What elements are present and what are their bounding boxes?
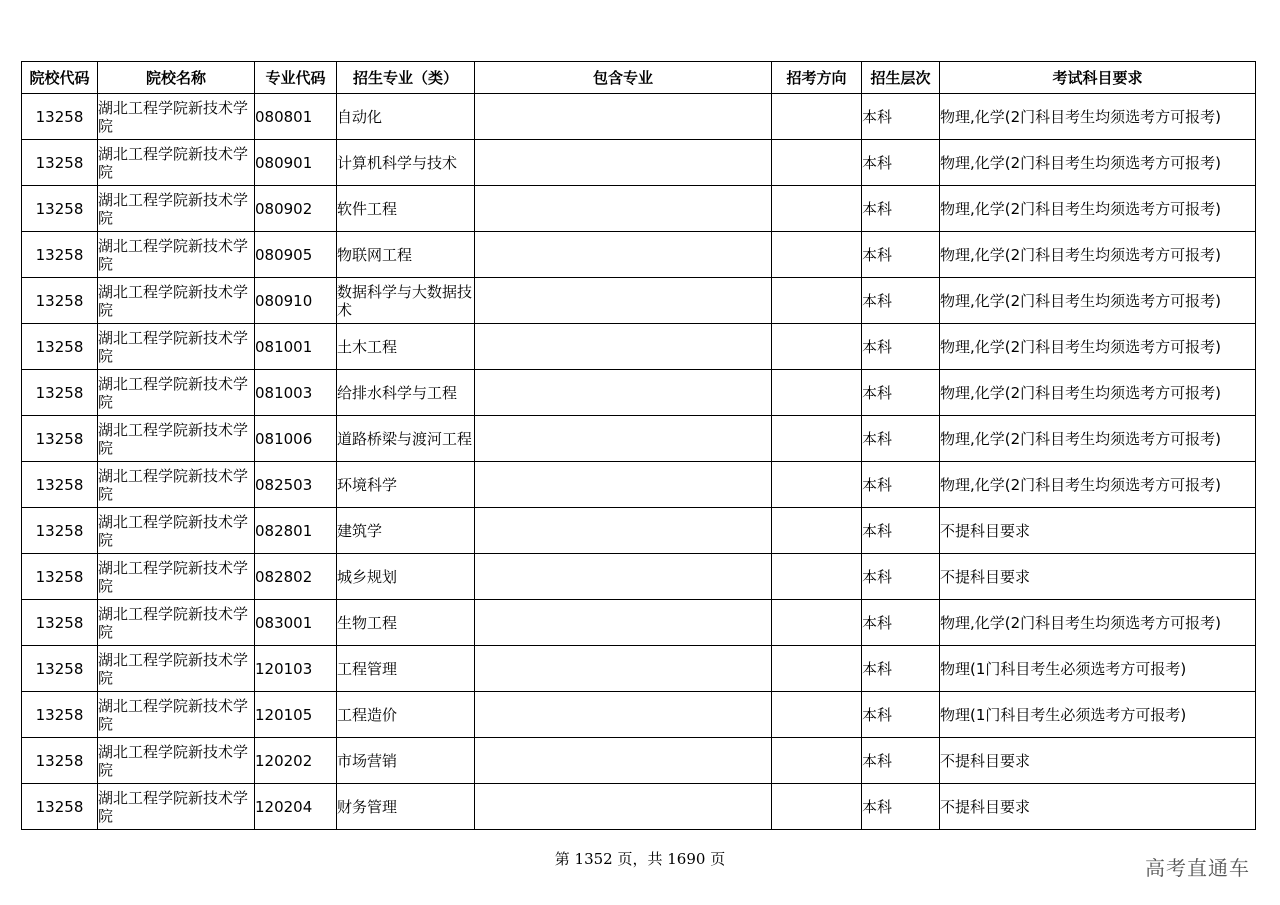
cell-school-code: 13258 <box>22 554 98 600</box>
cell-direction <box>772 94 862 140</box>
cell-includes <box>475 738 772 784</box>
table-row <box>22 600 1256 646</box>
cell-school-code: 13258 <box>22 370 98 416</box>
header-major-code: 专业代码 <box>255 62 337 94</box>
cell-school-name: 湖北工程学院新技术学院 <box>98 232 255 278</box>
cell-includes <box>475 278 772 324</box>
cell-requirement: 物理,化学(2门科目考生均须选考方可报考) <box>940 94 1256 140</box>
cell-requirement: 不提科目要求 <box>940 784 1256 830</box>
cell-requirement: 物理,化学(2门科目考生均须选考方可报考) <box>940 186 1256 232</box>
cell-school-name: 湖北工程学院新技术学院 <box>98 278 255 324</box>
cell-direction <box>772 600 862 646</box>
cell-requirement: 物理,化学(2门科目考生均须选考方可报考) <box>940 462 1256 508</box>
cell-school-code: 13258 <box>22 646 98 692</box>
cell-major-code: 081003 <box>255 370 337 416</box>
cell-major-code: 082801 <box>255 508 337 554</box>
cell-level: 本科 <box>862 738 940 784</box>
cell-school-code: 13258 <box>22 462 98 508</box>
table-row <box>22 554 1256 600</box>
cell-major: 给排水科学与工程 <box>337 370 475 416</box>
table-row <box>22 462 1256 508</box>
cell-school-name: 湖北工程学院新技术学院 <box>98 94 255 140</box>
cell-school-name: 湖北工程学院新技术学院 <box>98 738 255 784</box>
table-row <box>22 370 1256 416</box>
cell-major-code: 081001 <box>255 324 337 370</box>
table-row <box>22 186 1256 232</box>
cell-level: 本科 <box>862 324 940 370</box>
cell-requirement: 物理,化学(2门科目考生均须选考方可报考) <box>940 232 1256 278</box>
cell-school-code: 13258 <box>22 140 98 186</box>
cell-direction <box>772 646 862 692</box>
cell-includes <box>475 140 772 186</box>
header-level: 招生层次 <box>862 62 940 94</box>
cell-level: 本科 <box>862 462 940 508</box>
cell-direction <box>772 508 862 554</box>
cell-major-code: 082503 <box>255 462 337 508</box>
cell-level: 本科 <box>862 94 940 140</box>
header-row <box>22 62 1256 94</box>
cell-requirement: 物理(1门科目考生必须选考方可报考) <box>940 646 1256 692</box>
cell-level: 本科 <box>862 508 940 554</box>
cell-requirement: 不提科目要求 <box>940 554 1256 600</box>
cell-school-name: 湖北工程学院新技术学院 <box>98 324 255 370</box>
cell-major-code: 080905 <box>255 232 337 278</box>
cell-requirement: 物理,化学(2门科目考生均须选考方可报考) <box>940 416 1256 462</box>
cell-direction <box>772 692 862 738</box>
cell-requirement: 物理,化学(2门科目考生均须选考方可报考) <box>940 324 1256 370</box>
table-row <box>22 508 1256 554</box>
cell-major-code: 120202 <box>255 738 337 784</box>
cell-includes <box>475 554 772 600</box>
cell-includes <box>475 416 772 462</box>
cell-level: 本科 <box>862 140 940 186</box>
cell-school-name: 湖北工程学院新技术学院 <box>98 692 255 738</box>
cell-school-name: 湖北工程学院新技术学院 <box>98 370 255 416</box>
cell-major: 建筑学 <box>337 508 475 554</box>
cell-major: 物联网工程 <box>337 232 475 278</box>
table-row <box>22 692 1256 738</box>
cell-major-code: 080902 <box>255 186 337 232</box>
table-row <box>22 140 1256 186</box>
cell-includes <box>475 600 772 646</box>
cell-major-code: 083001 <box>255 600 337 646</box>
cell-level: 本科 <box>862 554 940 600</box>
cell-major: 工程管理 <box>337 646 475 692</box>
cell-major: 财务管理 <box>337 784 475 830</box>
cell-school-code: 13258 <box>22 600 98 646</box>
header-school-name: 院校名称 <box>98 62 255 94</box>
cell-direction <box>772 186 862 232</box>
cell-includes <box>475 646 772 692</box>
cell-requirement: 物理,化学(2门科目考生均须选考方可报考) <box>940 600 1256 646</box>
header-includes: 包含专业 <box>475 62 772 94</box>
cell-includes <box>475 784 772 830</box>
cell-level: 本科 <box>862 692 940 738</box>
cell-major: 软件工程 <box>337 186 475 232</box>
cell-direction <box>772 416 862 462</box>
cell-school-code: 13258 <box>22 416 98 462</box>
cell-includes <box>475 186 772 232</box>
table-row <box>22 738 1256 784</box>
cell-direction <box>772 232 862 278</box>
page-number: 第 1352 页，共 1690 页 <box>554 850 726 868</box>
cell-direction <box>772 140 862 186</box>
cell-direction <box>772 738 862 784</box>
cell-school-name: 湖北工程学院新技术学院 <box>98 600 255 646</box>
cell-level: 本科 <box>862 784 940 830</box>
cell-school-code: 13258 <box>22 324 98 370</box>
cell-direction <box>772 324 862 370</box>
cell-school-code: 13258 <box>22 278 98 324</box>
cell-school-name: 湖北工程学院新技术学院 <box>98 462 255 508</box>
cell-requirement: 物理,化学(2门科目考生均须选考方可报考) <box>940 370 1256 416</box>
table-row <box>22 416 1256 462</box>
cell-major-code: 080901 <box>255 140 337 186</box>
cell-requirement: 物理,化学(2门科目考生均须选考方可报考) <box>940 140 1256 186</box>
cell-major-code: 120204 <box>255 784 337 830</box>
cell-school-code: 13258 <box>22 692 98 738</box>
cell-major: 市场营销 <box>337 738 475 784</box>
cell-major-code: 120103 <box>255 646 337 692</box>
cell-school-name: 湖北工程学院新技术学院 <box>98 646 255 692</box>
table-row <box>22 784 1256 830</box>
cell-level: 本科 <box>862 370 940 416</box>
cell-includes <box>475 232 772 278</box>
cell-includes <box>475 462 772 508</box>
cell-level: 本科 <box>862 416 940 462</box>
table-row <box>22 646 1256 692</box>
cell-level: 本科 <box>862 646 940 692</box>
cell-school-name: 湖北工程学院新技术学院 <box>98 554 255 600</box>
cell-major-code: 120105 <box>255 692 337 738</box>
table-row <box>22 232 1256 278</box>
cell-direction <box>772 370 862 416</box>
cell-major-code: 082802 <box>255 554 337 600</box>
cell-major-code: 080801 <box>255 94 337 140</box>
header-requirement: 考试科目要求 <box>940 62 1256 94</box>
cell-requirement: 不提科目要求 <box>940 508 1256 554</box>
cell-major-code: 081006 <box>255 416 337 462</box>
cell-school-code: 13258 <box>22 508 98 554</box>
cell-direction <box>772 784 862 830</box>
header-major: 招生专业（类） <box>337 62 475 94</box>
table-row <box>22 278 1256 324</box>
cell-major: 城乡规划 <box>337 554 475 600</box>
cell-major: 道路桥梁与渡河工程 <box>337 416 475 462</box>
cell-school-name: 湖北工程学院新技术学院 <box>98 784 255 830</box>
cell-requirement: 物理,化学(2门科目考生均须选考方可报考) <box>940 278 1256 324</box>
cell-major: 环境科学 <box>337 462 475 508</box>
cell-includes <box>475 692 772 738</box>
cell-direction <box>772 462 862 508</box>
cell-major: 自动化 <box>337 94 475 140</box>
header-school-code: 院校代码 <box>22 62 98 94</box>
cell-includes <box>475 370 772 416</box>
cell-requirement: 物理(1门科目考生必须选考方可报考) <box>940 692 1256 738</box>
admission-table <box>21 61 1256 830</box>
cell-school-name: 湖北工程学院新技术学院 <box>98 508 255 554</box>
cell-school-code: 13258 <box>22 232 98 278</box>
cell-direction <box>772 278 862 324</box>
cell-level: 本科 <box>862 278 940 324</box>
cell-major: 计算机科学与技术 <box>337 140 475 186</box>
cell-major: 土木工程 <box>337 324 475 370</box>
cell-major: 生物工程 <box>337 600 475 646</box>
cell-level: 本科 <box>862 186 940 232</box>
header-direction: 招考方向 <box>772 62 862 94</box>
cell-level: 本科 <box>862 600 940 646</box>
cell-school-code: 13258 <box>22 94 98 140</box>
cell-school-name: 湖北工程学院新技术学院 <box>98 416 255 462</box>
cell-major: 工程造价 <box>337 692 475 738</box>
cell-school-code: 13258 <box>22 186 98 232</box>
cell-school-code: 13258 <box>22 738 98 784</box>
cell-major-code: 080910 <box>255 278 337 324</box>
cell-includes <box>475 94 772 140</box>
cell-school-name: 湖北工程学院新技术学院 <box>98 140 255 186</box>
cell-requirement: 不提科目要求 <box>940 738 1256 784</box>
watermark-text: 高考直通车 <box>1145 856 1250 880</box>
cell-direction <box>772 554 862 600</box>
table-row <box>22 324 1256 370</box>
cell-school-name: 湖北工程学院新技术学院 <box>98 186 255 232</box>
cell-school-code: 13258 <box>22 784 98 830</box>
cell-major: 数据科学与大数据技术 <box>337 278 475 324</box>
cell-includes <box>475 508 772 554</box>
cell-level: 本科 <box>862 232 940 278</box>
table-row <box>22 94 1256 140</box>
cell-includes <box>475 324 772 370</box>
